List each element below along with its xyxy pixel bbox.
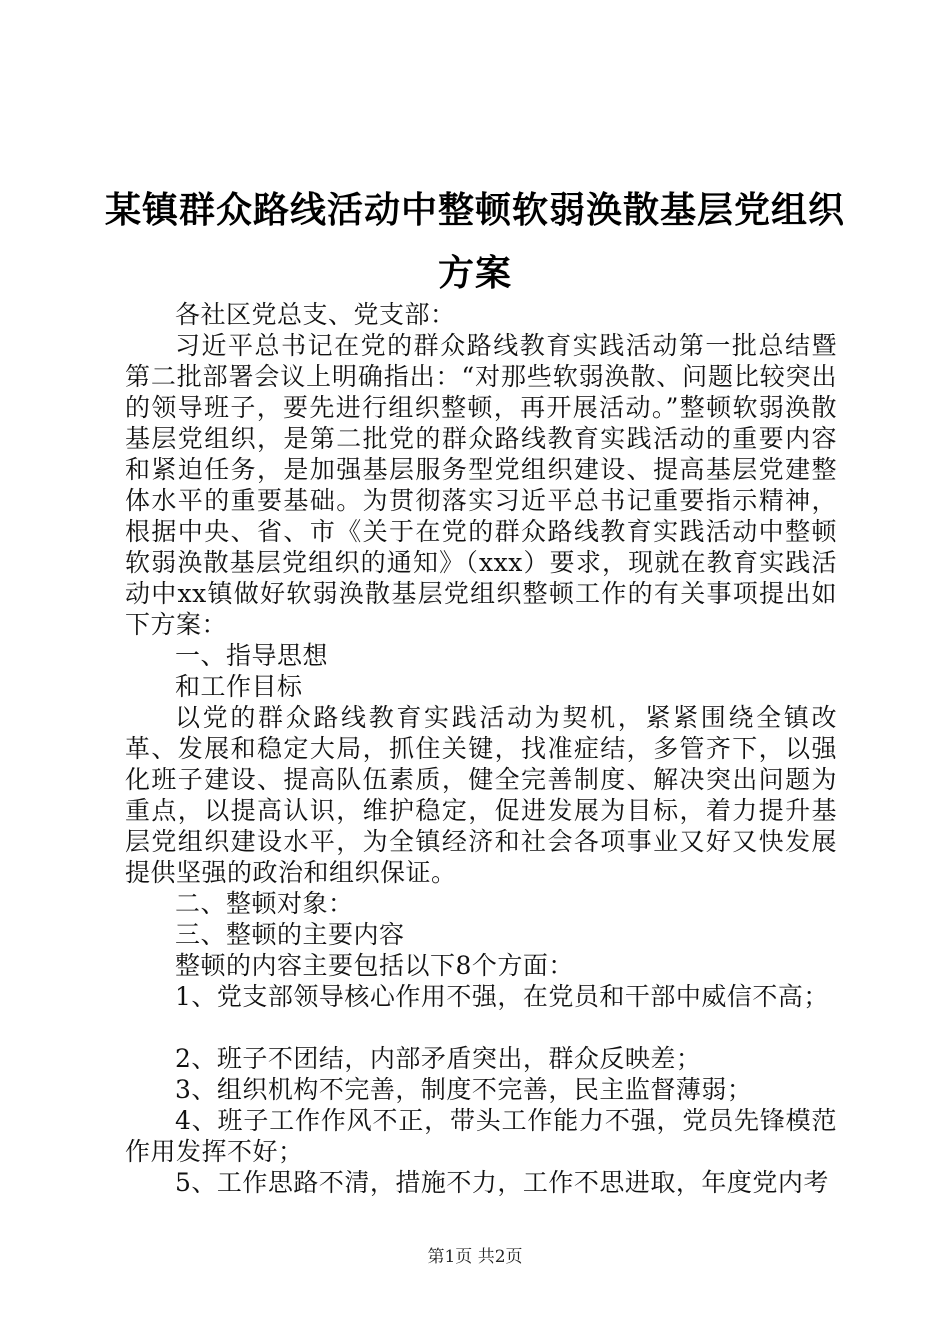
page-footer: 第1页 共2页 [427, 1247, 523, 1267]
document-title-line1: 某镇群众路线活动中整顿软弱涣散基层党组织 [104, 189, 845, 231]
salutation: 各社区党总支、党支部： [175, 300, 456, 329]
list-item: 1、党支部领导核心作用不强，在党员和干部中威信不高； [175, 982, 829, 1011]
section-heading-1-cont: 和工作目标 [175, 672, 303, 701]
section-heading-3: 三、整顿的主要内容 [175, 920, 405, 949]
intro-paragraph: 习近平总书记在党的群众路线教育实践活动第一批总结暨第二批部署会议上明确指出：“对那些软弱涣散、问题比较突出的领导班子，要先进行组织整顿，再开展活动。”整顿软弱涣散基层党组织，是第二批党的群众路线教育实践活动的重要内容和紧迫任务，是加强基层服务型党组织建设、提高基层党建整体水平的重要基础。为贯彻落实习近平总书记重要指示精神，根据中央、省、市《关于在党的群众路线教育实践活动中整顿软弱涣散基层党组织的通知》（xxx）要求，现就在教育实践活动中xx镇做好软弱涣散基层党组织整顿工作的有关事项提出如下方案： [125, 331, 837, 639]
section-heading-2: 二、整顿对象： [175, 889, 354, 918]
guiding-paragraph: 以党的群众路线教育实践活动为契机，紧紧围绕全镇改革、发展和稳定大局，抓住关键，找准症结，多管齐下，以强化班子建设、提高队伍素质，健全完善制度、解决突出问题为重点，以提高认识，维护稳定，促进发展为目标，着力提升基层党组织建设水平，为全镇经济和社会各项事业又好又快发展提供坚强的政治和组织保证。 [125, 703, 837, 887]
content-intro: 整顿的内容主要包括以下8个方面： [175, 951, 574, 980]
list-item: 2、班子不团结，内部矛盾突出，群众反映差； [175, 1044, 702, 1073]
blank-line [125, 1012, 837, 1043]
list-item: 4、班子工作作风不正，带头工作能力不强，党员先锋模范作用发挥不好； [125, 1106, 837, 1166]
list-item: 5、工作思路不清，措施不力，工作不思进取，年度党内考 [175, 1168, 829, 1197]
document-title-line2: 方案 [437, 252, 512, 294]
section-heading-1: 一、指导思想 [175, 641, 329, 670]
document-body [125, 299, 837, 1198]
list-item: 3、组织机构不完善，制度不完善，民主监督薄弱； [175, 1075, 753, 1104]
